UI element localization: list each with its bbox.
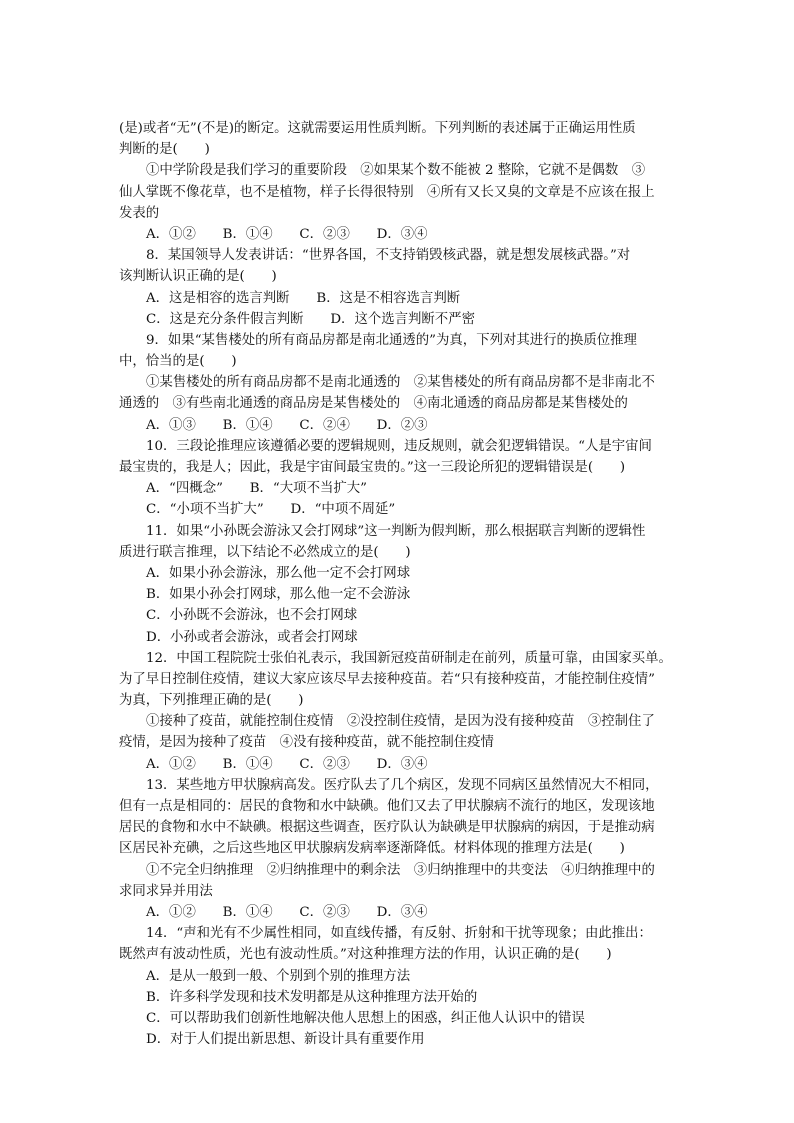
text-line: 该判断认识正确的是( ) bbox=[119, 269, 277, 285]
text-line: 仙人掌既不像花草，也不是植物，样子长得很特别 ④所有又长又臭的文章是不应该在报上 bbox=[119, 184, 655, 200]
text-line: 发表的 bbox=[119, 205, 160, 221]
text-line: 既然声有波动性质，光也有波动性质。”对这种推理方法的作用，认识正确的是( ) bbox=[119, 947, 612, 963]
text-line: C．可以帮助我们创新性地解决他人思想上的困惑，纠正他人认识中的错误 bbox=[146, 1010, 585, 1026]
text-line: A．①② B．①④ C．②③ D．③④ bbox=[146, 756, 428, 772]
text-line: 为了早日控制住疫情，建议大家应该尽早去接种疫苗。若“只有接种疫苗，才能控制住疫情” bbox=[119, 671, 655, 687]
text-line: A．是从一般到一般、个别到个别的推理方法 bbox=[146, 968, 411, 984]
text-line: 判断的是( ) bbox=[119, 142, 210, 158]
text-line: B．许多科学发现和技术发明都是从这种推理方法开始的 bbox=[146, 989, 478, 1005]
text-line: B．如果小孙会打网球，那么他一定不会游泳 bbox=[146, 587, 411, 603]
text-line: 为真，下列推理正确的是( ) bbox=[119, 693, 304, 709]
text-line: ①中学阶段是我们学习的重要阶段 ②如果某个数不能被 2 整除，它就不是偶数 ③ bbox=[146, 163, 646, 179]
text-line: 8．某国领导人发表讲话：“世界各国，不支持销毁核武器，就是想发展核武器。”对 bbox=[146, 248, 631, 264]
text-line: 但有一点是相同的：居民的食物和水中缺碘。他们又去了甲状腺病不流行的地区，发现该地 bbox=[119, 799, 655, 814]
text-line: ①接种了疫苗，就能控制住疫情 ②没控制住疫情，是因为没有接种疫苗 ③控制住了 bbox=[146, 714, 655, 730]
text-line: C．“小项不当扩大” D．“中项不周延” bbox=[146, 502, 396, 518]
text-line: A．这是相容的选言判断 B．这是不相容选言判断 bbox=[146, 290, 461, 306]
text-line: A．①③ B．①④ C．②④ D．②③ bbox=[146, 417, 428, 433]
text-line: 中，恰当的是( ) bbox=[119, 354, 237, 370]
text-line: A．①② B．①④ C．②③ D．③④ bbox=[146, 226, 428, 242]
text-line: C．小孙既不会游泳，也不会打网球 bbox=[146, 608, 358, 624]
text-line: 疫情，是因为接种了疫苗 ④没有接种疫苗，就不能控制住疫情 bbox=[119, 735, 494, 751]
text-line: 质进行联言推理，以下结论不必然成立的是( ) bbox=[119, 544, 411, 560]
text-line: (是)或者“无”(不是)的断定。这就需要运用性质判断。下列判断的表述属于正确运用性质 bbox=[119, 121, 636, 136]
text-line: ①不完全归纳推理 ②归纳推理中的剩余法 ③归纳推理中的共变法 ④归纳推理中的 bbox=[146, 862, 655, 878]
text-line: 12．中国工程院院士张伯礼表示，我国新冠疫苗研制走在前列，质量可靠，由国家买单。 bbox=[146, 650, 672, 666]
text-line: D．小孙或者会游泳，或者会打网球 bbox=[146, 629, 358, 645]
text-line: A．①② B．①④ C．②③ D．③④ bbox=[146, 904, 428, 920]
text-line: 14．“声和光有不少属性相同，如直线传播，有反射、折射和干扰等现象；由此推出： bbox=[146, 926, 652, 942]
text-line: 10．三段论推理应该遵循必要的逻辑规则，违反规则，就会犯逻辑错误。“人是宇宙间 bbox=[146, 438, 652, 454]
text-line: 最宝贵的，我是人；因此，我是宇宙间最宝贵的。”这一三段论所犯的逻辑错误是( ) bbox=[119, 460, 626, 475]
text-line: 居民的食物和水中不缺碘。根据这些调查，医疗队认为缺碘是甲状腺病的病因，于是推动病 bbox=[119, 820, 655, 836]
text-line: A．“四概念” B．“大项不当扩大” bbox=[146, 481, 367, 497]
text-line: 13．某些地方甲状腺病高发。医疗队去了几个病区，发现不同病区虽然情况大不相同， bbox=[146, 777, 659, 793]
text-line: C．这是充分条件假言判断 D．这个选言判断不严密 bbox=[146, 311, 475, 327]
text-line: 求同求异并用法 bbox=[119, 883, 213, 899]
text-line: 9．如果“某售楼处的所有商品房都是南北通透的”为真，下列对其进行的换质位推理 bbox=[146, 332, 637, 348]
text-line: A．如果小孙会游泳，那么他一定不会打网球 bbox=[146, 565, 411, 581]
text-line: D．对于人们提出新思想、新设计具有重要作用 bbox=[146, 1032, 425, 1048]
text-line: ①某售楼处的所有商品房都不是南北通透的 ②某售楼处的所有商品房都不是非南北不 bbox=[146, 375, 655, 391]
text-line: 通透的 ③有些南北通透的商品房是某售楼处的 ④南北通透的商品房都是某售楼处的 bbox=[119, 396, 628, 412]
text-line: 11．如果“小孙既会游泳又会打网球”这一判断为假判断，那么根据联言判断的逻辑性 bbox=[146, 523, 646, 539]
exam-page bbox=[119, 118, 679, 1050]
text-line: 区居民补充碘，之后这些地区甲状腺病发病率逐渐降低。材料体现的推理方法是( ) bbox=[119, 841, 625, 857]
